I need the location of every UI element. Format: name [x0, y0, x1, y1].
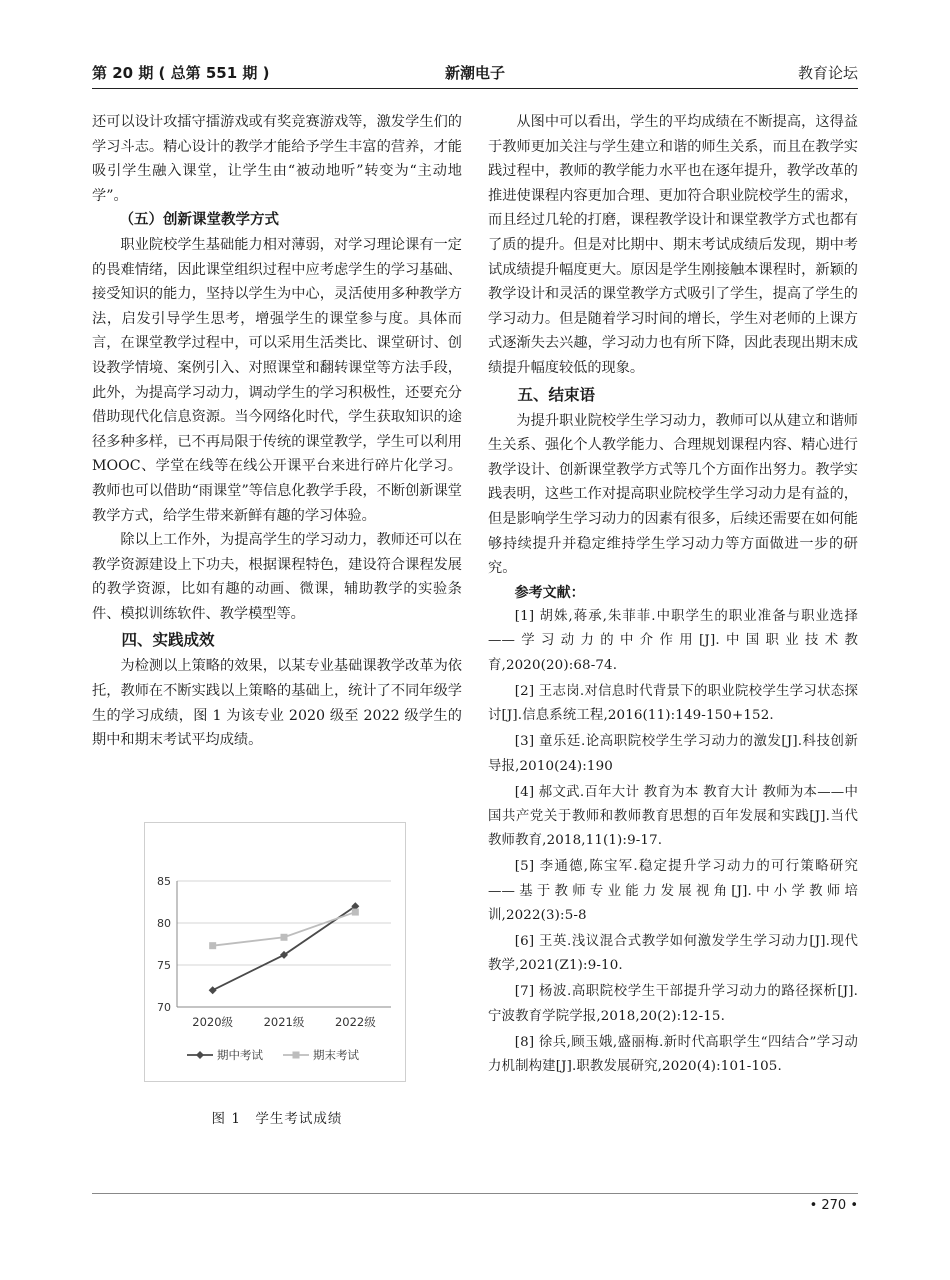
section-heading: （五）创新课堂教学方式 — [119, 212, 280, 229]
paragraph: 为检测以上策略的效果，以某专业基础课教学改革为依托，教师在不断实践以上策略的基础上，统计了不同年级学生的学习成绩，图 1 为该专业 2020 级至 2022 级学生的期中和期末考试平均成绩。 — [92, 658, 462, 749]
reference-item: [1] 胡姝,蒋承,朱菲菲.中职学生的职业准备与职业选择——学习动力的中介作用[J].中国职业技术教育,2020(20):68-74. — [488, 609, 858, 673]
data-point — [209, 986, 217, 994]
legend-marker — [196, 1051, 204, 1059]
section-heading: 五、结束语 — [517, 385, 595, 404]
paragraph: 还可以设计攻擂守擂游戏或有奖竞赛游戏等，激发学生们的学习斗志。精心设计的教学才能给予学生丰富的营养，才能吸引学生融入课堂，让学生由“被动地听”转变为“主动地学”。 — [92, 114, 462, 204]
legend-label: 期中考试 — [217, 1048, 263, 1062]
header-rule — [92, 88, 858, 89]
paragraph: 为提升职业院校学生学习动力，教师可以从建立和谐师生关系、强化个人教学能力、合理规划课程内容、精心进行教学设计、创新课堂教学方式等几个方面作出努力。教学实践表明，这些工作对提高职业院校学生学习动力是有益的，但是影响学生学习动力的因素有很多，后续还需要在如何能够持续提升并稳定维持学生学习动力等方面做进一步的研究。 — [488, 412, 858, 577]
issue-label: 第 20 期 ( 总第 551 期 ) — [92, 64, 270, 82]
legend-label: 期末考试 — [313, 1048, 359, 1062]
line-chart — [145, 823, 405, 1081]
paragraph: 从图中可以看出，学生的平均成绩在不断提高，这得益于教师更加关注与学生建立和谐的师生关系，而且在教学实践过程中，教师的教学能力水平也在逐年提升，教学改革的推进使课程内容更加合理、更加符合职业院校学生的需求，而且经过几轮的打磨，课程教学设计和课堂教学方式也都有了质的提升。但是对比期中、期末考试成绩后发现，期中考试成绩提升幅度更大。原因是学生刚接触本课程时，新颖的教学设计和灵活的课堂教学方式吸引了学生，提高了学生的学习动力。但是随着学习时间的增长，学生对老师的上课方式逐渐失去兴趣，学习动力也有所下降，因此表现出期末成绩提升幅度较低的现象。 — [488, 114, 858, 376]
reference-item: [4] 郝文武.百年大计 教育为本 教育大计 教师为本——中国共产党关于教师和教师教育思想的百年发展和实践[J].当代教师教育,2018,11(1):9-17. — [488, 784, 858, 849]
data-point — [209, 942, 216, 949]
reference-item: [8] 徐兵,顾玉娥,盛丽梅.新时代高职学生“四结合”学习动力机制构建[J].职教发展研究,2020(4):101-105. — [488, 1034, 858, 1074]
figure-chart-box — [144, 822, 406, 1082]
paragraph: 除以上工作外，为提高学生的学习动力，教师还可以在教学资源建设上下功夫，根据课程特色，建设符合课程发展的教学资源，比如有趣的动画、微课，辅助教学的实验条件、模拟训练软件、教学模型等。 — [92, 532, 462, 622]
data-point — [352, 909, 359, 916]
x-tick-label: 2020级 — [192, 1015, 234, 1029]
section-heading: 四、实践成效 — [121, 631, 215, 650]
reference-item: [2] 王志岗.对信息时代背景下的职业院校学生学习状态探讨[J].信息系统工程,2016(11):149-150+152. — [488, 683, 858, 724]
reference-item: [7] 杨波.高职院校学生干部提升学习动力的路径探析[J].宁波教育学院学报,2018,20(2):12-15. — [488, 984, 858, 1024]
journal-title: 新潮电子 — [444, 64, 505, 82]
data-point — [281, 934, 288, 941]
footer-rule — [92, 1193, 858, 1194]
reference-item: [3] 童乐廷.论高职院校学生学习动力的激发[J].科技创新导报,2010(24):190 — [488, 734, 858, 774]
x-tick-label: 2022级 — [334, 1015, 376, 1029]
reference-item: [6] 王英.浅议混合式教学如何激发学生学习动力[J].现代教学,2021(Z1):9-10. — [488, 933, 858, 974]
legend-marker — [293, 1052, 300, 1059]
y-tick-label: 75 — [157, 959, 171, 972]
reference-item: [5] 李通德,陈宝军.稳定提升学习动力的可行策略研究——基于教师专业能力发展视角[J].中小学教师培训,2022(3):5-8 — [488, 859, 858, 923]
page-number: • 270 • — [809, 1198, 858, 1213]
right-column — [488, 110, 858, 1081]
y-tick-label: 80 — [157, 917, 171, 930]
y-tick-label: 85 — [157, 875, 171, 888]
left-column — [92, 110, 462, 753]
y-tick-label: 70 — [157, 1001, 171, 1014]
page-header — [92, 62, 858, 86]
section-label: 教育论坛 — [797, 64, 858, 82]
paragraph: 职业院校学生基础能力相对薄弱，对学习理论课有一定的畏难情绪，因此课堂组织过程中应考虑学生的学习基础、接受知识的能力，坚持以学生为中心，灵活使用多种教学方法，启发引导学生思考，增强学生的课堂参与度。具体而言，在课堂教学过程中，可以采用生活类比、课堂研讨、创设教学情境、案例引入、对照课堂和翻转课堂等方法手段，此外，为提高学习动力，调动学生的学习积极性，还要充分借助现代化信息资源。当今网络化时代，学生获取知识的途径多种多样，已不再局限于传统的课堂教学，学生可以利用 MOOC、学堂在线等在线公开课平台来进行碎片化学习。教师也可以借助“雨课堂”等信息化教学手段，不断创新课堂教学方式，给学生带来新鲜有趣的学习体验。 — [92, 236, 462, 524]
references-list — [488, 605, 858, 1079]
references-heading: 参考文献： — [514, 584, 585, 601]
figure-caption: 图 1 学生考试成绩 — [211, 1111, 343, 1127]
x-tick-label: 2021级 — [263, 1015, 305, 1029]
